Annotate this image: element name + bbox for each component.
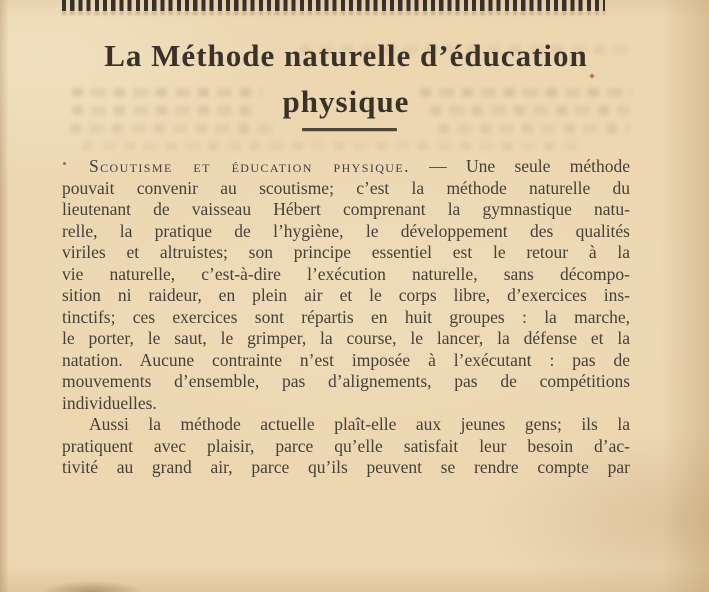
text-line: le porter, le saut, le grimper, la course, le lancer, la défense et la [62,328,630,348]
text-line: pratiquent avec plaisir, parce qu’elle satisfait leur besoin d’ac- [62,435,630,456]
text-line: relle, la pratique de l’hygiène, le développement des qualités [62,220,630,241]
paragraph-text: — Une seule méthode [409,156,630,176]
bleed-through-text [70,124,275,133]
page-title [62,33,630,125]
ink-speck [63,162,66,165]
text-line: tinctifs; ces exercices sont répartis en huit groupes : la marche, [62,306,630,327]
text-line [62,156,630,178]
page-title-line-2: physique [282,84,410,119]
title-divider-rule [302,128,397,131]
text-line: tivité au grand air, parce qu’ils peuvent se rendre compte par [62,457,630,477]
ornament-tick-border [62,0,605,11]
text-line: individuelles. [62,392,157,413]
text-line: viriles et altruistes; son principe essentiel est le retour à la [62,242,630,262]
bleed-through-text [438,124,630,133]
article-body-text [62,156,630,479]
text-line: sition ni raideur, en plein air et le corps libre, d’exercices ins- [62,285,630,305]
ornament-border-smudge [62,11,605,15]
bleed-through-text [82,142,582,150]
text-line: vie naturelle, c’est-à-dire l’exécution naturelle, sans décompo- [62,263,630,284]
text-line: pouvait convenir au scoutisme; c’est la méthode naturelle du [62,177,630,198]
paragraph-lead-smallcaps: Scoutisme et éducation physique. [89,156,410,176]
text-line: natation. Aucune contrainte n’est imposée à l’exécutant : pas de [62,349,630,370]
paper-speck [590,74,594,78]
page-title-line-1: La Méthode naturelle d’éducation [104,38,588,73]
text-line: lieutenant de vaisseau Hébert comprenant la gymnastique natu- [62,199,630,219]
text-line: Aussi la méthode actuelle plaît-elle aux jeunes gens; ils la [89,414,630,434]
text-line: mouvements d’ensemble, pas d’alignements, pas de compétitions [62,371,630,391]
